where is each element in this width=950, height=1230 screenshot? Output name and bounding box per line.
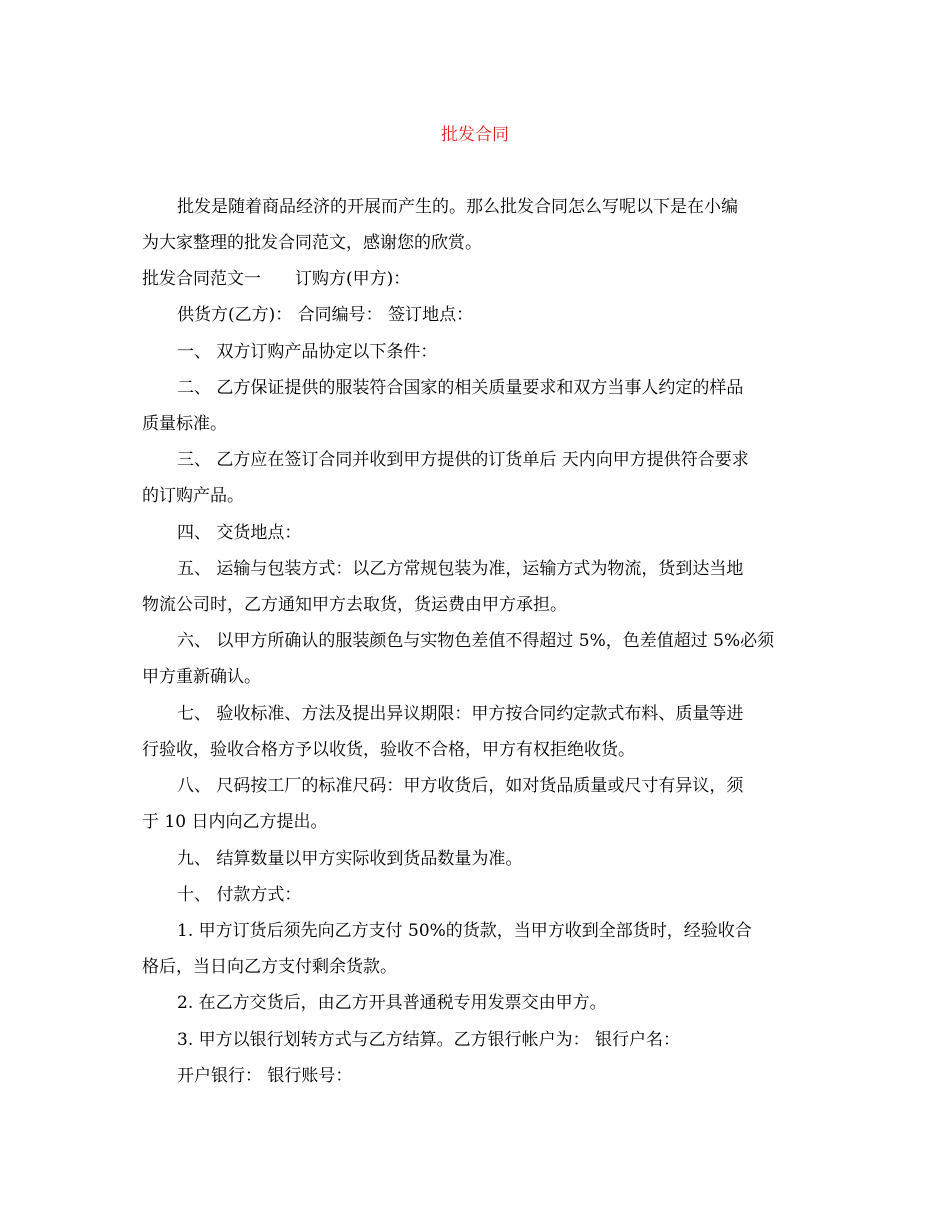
paragraph-intro-line-1: 批发是随着商品经济的开展而产生的。那么批发合同怎么写呢以下是在小编 [177, 197, 738, 217]
supplier-info-line: 供货方(乙方)： 合同编号： 签订地点： [177, 305, 474, 325]
clause-8-line-2: 于 10 日内向乙方提出。 [142, 812, 328, 832]
clause-8-line-1: 八、 尺码按工厂的标准尺码：甲方收货后，如对货品质量或尺寸有异议，须 [177, 776, 744, 796]
clause-5-line-2: 物流公司时，乙方通知甲方去取货，货运费由甲方承担。 [142, 595, 567, 615]
clause-3-line-2: 的订购产品。 [142, 486, 244, 506]
bank-info-line: 开户银行： 银行账号： [177, 1066, 353, 1086]
clause-9-line-1: 九、 结算数量以甲方实际收到货品数量为准。 [177, 849, 523, 869]
payment-item-1-line-2: 格后，当日向乙方支付剩余货款。 [142, 957, 397, 977]
clause-6-line-1: 六、 以甲方所确认的服装颜色与实物色差值不得超过 5%，色差值超过 5%必须 [177, 631, 775, 651]
clause-7-line-2: 行验收，验收合格方予以收货，验收不合格，甲方有权拒绝收货。 [142, 740, 635, 760]
clause-4-line-1: 四、 交货地点： [177, 523, 302, 543]
paragraph-intro-line-2: 为大家整理的批发合同范文，感谢您的欣赏。 [142, 233, 482, 253]
clause-2-line-2: 质量标准。 [142, 414, 227, 434]
sample-heading-line: 批发合同范文一 订购方(甲方)： [142, 269, 411, 289]
clause-7-line-1: 七、 验收标准、方法及提出异议期限：甲方按合同约定款式布料、质量等进 [177, 704, 744, 724]
clause-3-line-1: 三、 乙方应在签订合同并收到甲方提供的订货单后 天内向甲方提供符合要求 [177, 450, 749, 470]
payment-item-3-line-1: 3. 甲方以银行划转方式与乙方结算。乙方银行帐户为： 银行户名： [177, 1030, 681, 1050]
clause-5-line-1: 五、 运输与包装方式：以乙方常规包装为准，运输方式为物流，货到达当地 [177, 559, 744, 579]
clause-1-line-1: 一、 双方订购产品协定以下条件： [177, 342, 438, 362]
clause-10-line-1: 十、 付款方式： [177, 885, 302, 905]
payment-item-1-line-1: 1. 甲方订货后须先向乙方支付 50%的货款，当甲方收到全部货时，经验收合 [177, 921, 752, 941]
payment-item-2-line-1: 2. 在乙方交货后，由乙方开具普通税专用发票交由甲方。 [177, 993, 607, 1013]
clause-2-line-1: 二、 乙方保证提供的服装符合国家的相关质量要求和双方当事人约定的样品 [177, 378, 744, 398]
clause-6-line-2: 甲方重新确认。 [142, 667, 261, 687]
document-title: 批发合同 [441, 125, 509, 145]
